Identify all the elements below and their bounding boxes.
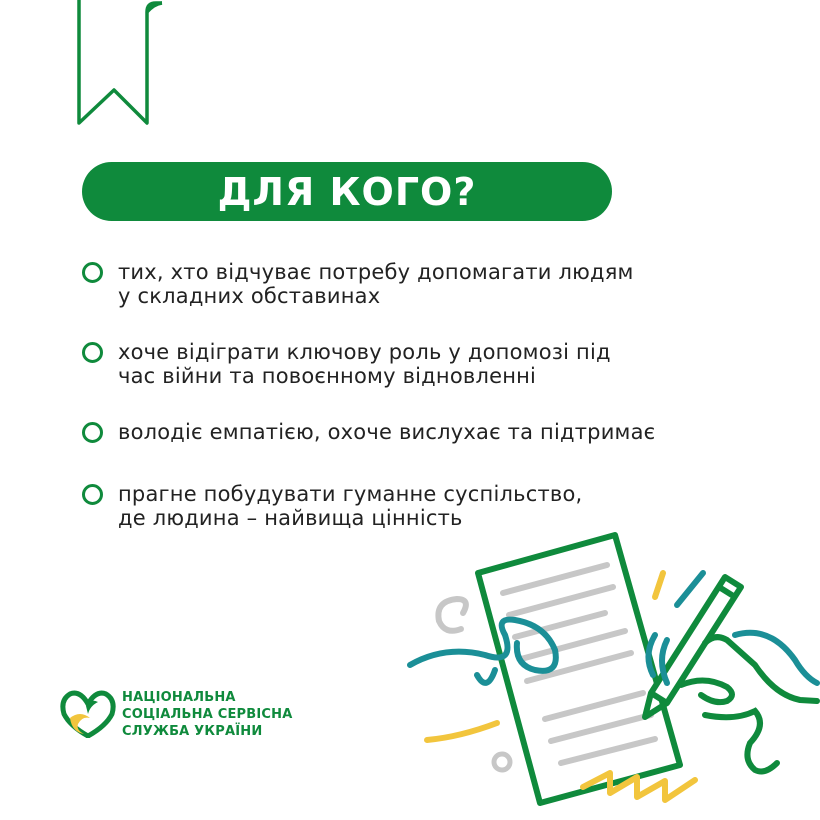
list-item bbox=[82, 482, 678, 530]
list-item-text: володіє емпатією, охоче вислухає та підтримає bbox=[118, 420, 656, 444]
list-item-text: тих, хто відчуває потребу допомагати людям у складних обставинах bbox=[118, 260, 634, 308]
page-title: ДЛЯ КОГО? bbox=[217, 169, 477, 214]
logo-line-1: НАЦІОНАЛЬНА bbox=[122, 690, 236, 705]
list-item bbox=[82, 260, 678, 308]
bookmark-icon bbox=[74, 0, 169, 130]
list-item-text: хоче відіграти ключову роль у допомозі під час війни та повоєнному відновленні bbox=[118, 340, 611, 388]
logo-line-2: СОЦІАЛЬНА СЕРВІСНА bbox=[122, 707, 293, 722]
circle-bullet-icon bbox=[82, 342, 103, 363]
list-item-text: прагне побудувати гуманне суспільство, де людина – найвища цінність bbox=[118, 482, 583, 530]
nsss-logo bbox=[60, 688, 293, 740]
circle-bullet-icon bbox=[82, 262, 103, 283]
logo-text bbox=[122, 689, 293, 740]
title-banner bbox=[82, 162, 612, 221]
heart-hands-logo-icon bbox=[60, 688, 116, 738]
document-pen-illustration bbox=[405, 525, 820, 820]
list-item bbox=[82, 420, 678, 444]
circle-bullet-icon bbox=[82, 422, 103, 443]
list-item bbox=[82, 340, 678, 388]
circle-bullet-icon bbox=[82, 484, 103, 505]
logo-line-3: СЛУЖБА УКРАЇНИ bbox=[122, 724, 263, 739]
